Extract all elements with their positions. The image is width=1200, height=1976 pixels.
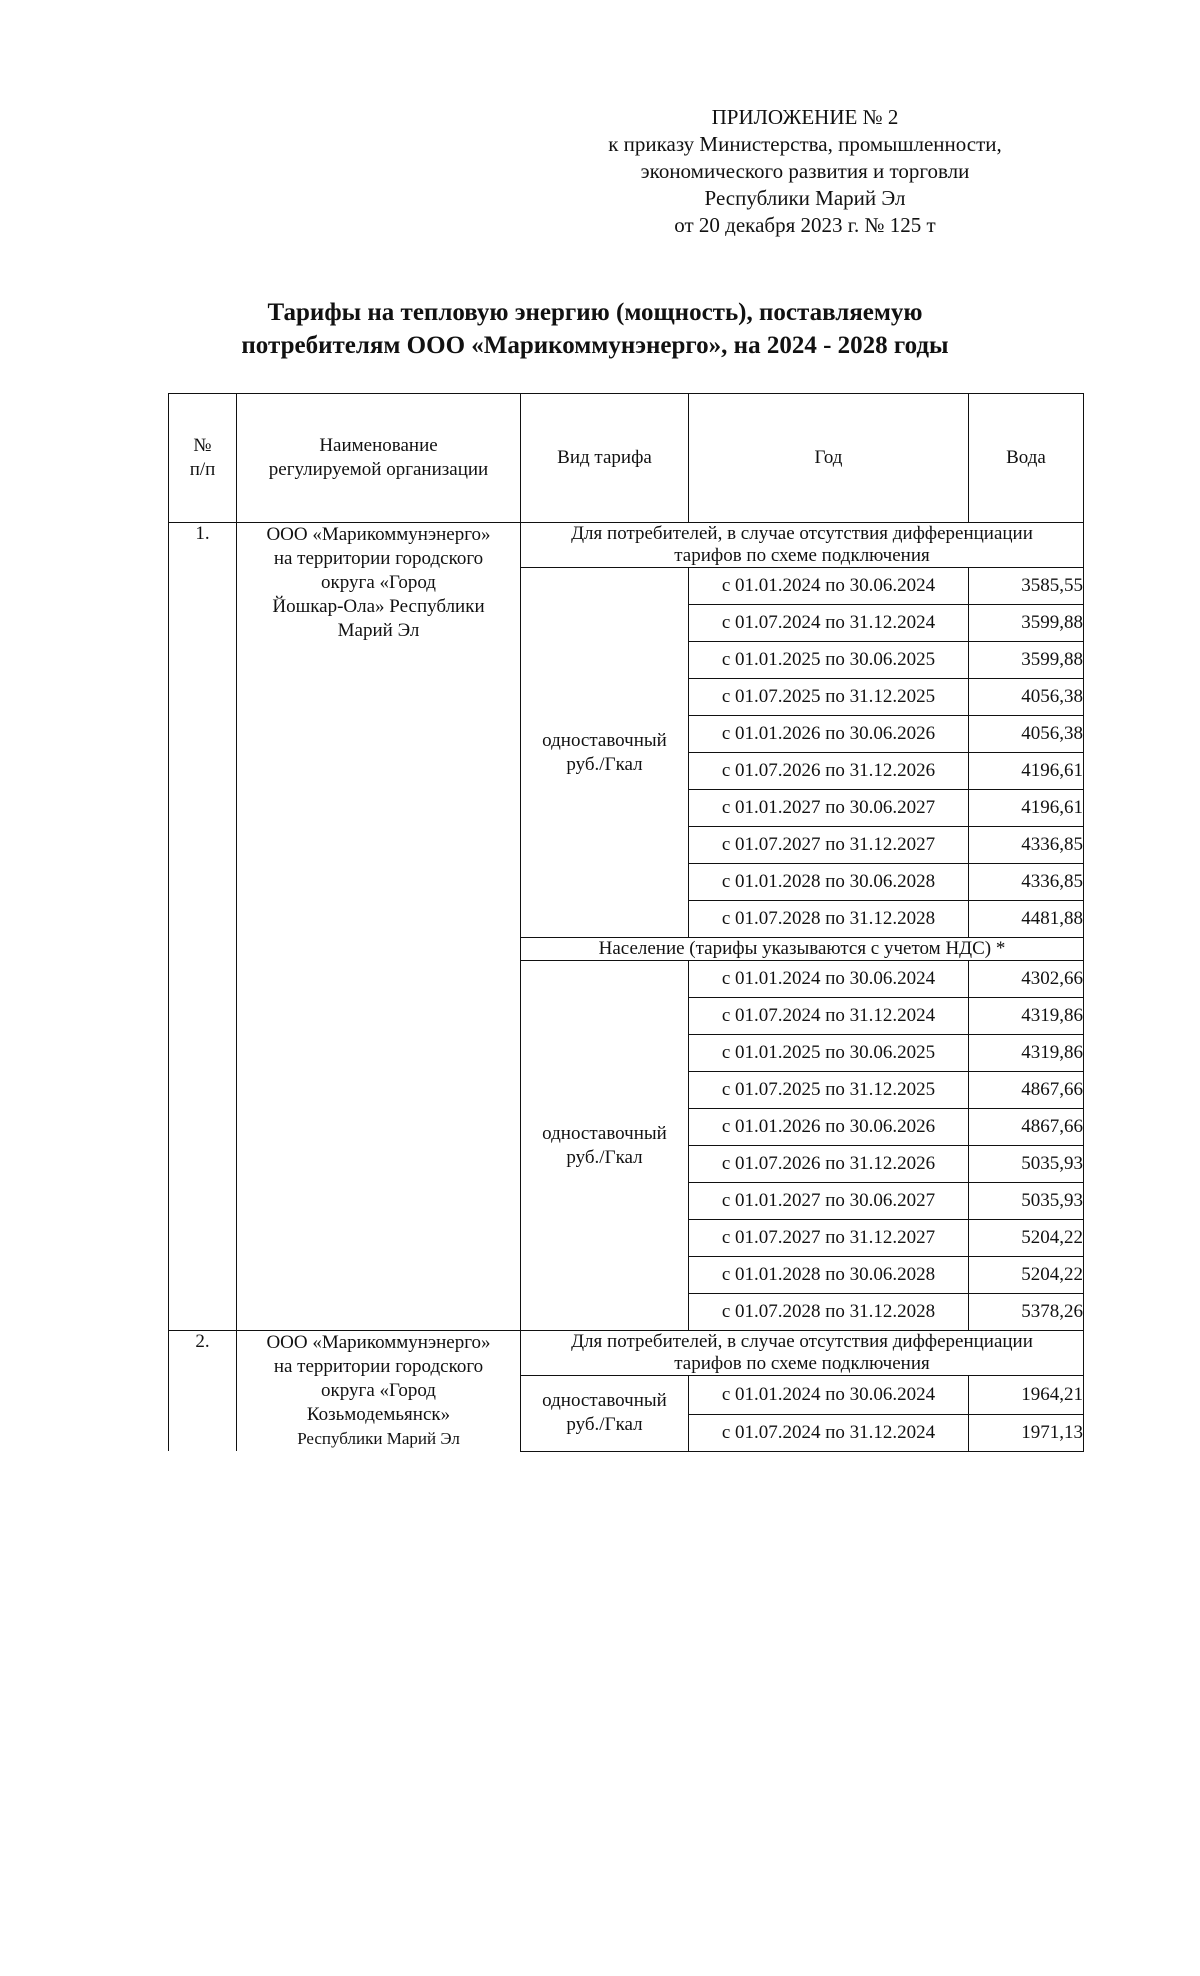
tariff-value-cell: 4196,61: [969, 790, 1084, 827]
org-name-line: округа «Город: [321, 572, 436, 593]
group-label: [521, 523, 1084, 568]
org-name-line: на территории городского: [273, 548, 484, 569]
appendix-line-2: экономического развития и торговли: [640, 159, 970, 183]
header-num-line-2: п/п: [189, 459, 216, 480]
period-cell: с 01.07.2025 по 31.12.2025: [689, 1072, 969, 1109]
header-org: [237, 394, 521, 523]
appendix-line-1: к приказу Министерства, промышленности,: [608, 132, 1002, 156]
tariff-value-cell: 3599,88: [969, 605, 1084, 642]
period-cell: с 01.01.2025 по 30.06.2025: [689, 1035, 969, 1072]
header-value: Вода: [969, 394, 1084, 523]
period-cell: с 01.01.2027 по 30.06.2027: [689, 790, 969, 827]
tariff-value-cell: 4336,85: [969, 864, 1084, 901]
period-cell: с 01.07.2028 по 31.12.2028: [689, 901, 969, 938]
appendix-header: [540, 104, 1070, 239]
period-cell: с 01.01.2028 по 30.06.2028: [689, 1257, 969, 1294]
tariff-value-cell: 4196,61: [969, 753, 1084, 790]
appendix-line-3: Республики Марий Эл: [704, 186, 906, 210]
tariff-type-line-1: одноставочный: [542, 729, 667, 751]
org-name-line: Козьмодемьянск»: [306, 1404, 451, 1425]
tariff-value-cell: 4867,66: [969, 1072, 1084, 1109]
tariff-value-cell: 4867,66: [969, 1109, 1084, 1146]
period-cell: с 01.07.2027 по 31.12.2027: [689, 827, 969, 864]
tariff-type: [521, 961, 689, 1331]
tariff-type-line-1: одноставочный: [542, 1390, 667, 1412]
group-label-line-1: Население (тарифы указываются с учетом НДС) *: [598, 938, 1006, 959]
period-cell: с 01.07.2027 по 31.12.2027: [689, 1220, 969, 1257]
period-cell: с 01.01.2026 по 30.06.2026: [689, 716, 969, 753]
tariff-value-cell: 4481,88: [969, 901, 1084, 938]
org-name-line: на территории городского: [273, 1356, 484, 1377]
group-label-row: [169, 523, 1084, 568]
period-cell: с 01.01.2025 по 30.06.2025: [689, 642, 969, 679]
tariff-type-line-2: руб./Гкал: [566, 753, 643, 775]
tariff-value-cell: 4056,38: [969, 716, 1084, 753]
org-name: [237, 1331, 521, 1452]
tariff-table: [168, 393, 1084, 1452]
tariff-type: [521, 568, 689, 938]
tariff-value-cell: 5204,22: [969, 1220, 1084, 1257]
group-label: [521, 1331, 1084, 1376]
org-name-line: ООО «Марикоммунэнерго»: [266, 524, 491, 545]
tariff-type: [521, 1376, 689, 1452]
period-cell: с 01.01.2024 по 30.06.2024: [689, 568, 969, 605]
document-title-line-2: потребителям ООО «Марикоммунэнерго», на 2024 - 2028 годы: [241, 332, 949, 359]
group-label-row: [169, 1331, 1084, 1376]
header-type: Вид тарифа: [521, 394, 689, 523]
table-header-row: [169, 394, 1084, 523]
tariff-value-cell: 5035,93: [969, 1183, 1084, 1220]
tariff-value-cell: 1964,21: [969, 1376, 1084, 1415]
document-title: [150, 296, 1040, 362]
period-cell: с 01.07.2024 по 31.12.2024: [689, 998, 969, 1035]
org-name-line: ООО «Марикоммунэнерго»: [266, 1332, 491, 1353]
tariff-type-line-2: руб./Гкал: [566, 1146, 643, 1168]
header-num-line-1: №: [193, 435, 212, 456]
period-cell: с 01.01.2028 по 30.06.2028: [689, 864, 969, 901]
tariff-value-cell: 5035,93: [969, 1146, 1084, 1183]
group-label-line-1: Для потребителей, в случае отсутствия дифференциации: [571, 523, 1033, 544]
period-cell: с 01.07.2026 по 31.12.2026: [689, 753, 969, 790]
tariff-value-cell: 4319,86: [969, 998, 1084, 1035]
table-body: [169, 523, 1084, 1452]
period-cell: с 01.01.2026 по 30.06.2026: [689, 1109, 969, 1146]
tariff-value-cell: 3585,55: [969, 568, 1084, 605]
tariff-type-line-1: одноставочный: [542, 1122, 667, 1144]
period-cell: с 01.07.2025 по 31.12.2025: [689, 679, 969, 716]
group-label-line-2: тарифов по схеме подключения: [674, 1353, 930, 1374]
tariff-value-cell: 3599,88: [969, 642, 1084, 679]
org-name-line: Марий Эл: [337, 620, 420, 641]
header-year: Год: [689, 394, 969, 523]
tariff-value-cell: 5378,26: [969, 1294, 1084, 1331]
org-number: 1.: [169, 523, 237, 1331]
header-org-line-2: регулируемой организации: [268, 459, 489, 480]
period-cell: с 01.01.2027 по 30.06.2027: [689, 1183, 969, 1220]
period-cell: с 01.01.2024 по 30.06.2024: [689, 1376, 969, 1415]
header-org-line-1: Наименование: [319, 435, 438, 456]
tariff-value-cell: 4302,66: [969, 961, 1084, 998]
org-name-line: Республики Марий Эл: [297, 1429, 460, 1448]
period-cell: с 01.01.2024 по 30.06.2024: [689, 961, 969, 998]
group-label-line-1: Для потребителей, в случае отсутствия дифференциации: [571, 1331, 1033, 1352]
document-title-line-1: Тарифы на тепловую энергию (мощность), поставляемую: [267, 299, 923, 326]
tariff-value-cell: 4319,86: [969, 1035, 1084, 1072]
tariff-value-cell: 5204,22: [969, 1257, 1084, 1294]
org-name-line: Йошкар-Ола» Республики: [272, 596, 485, 617]
header-num: [169, 394, 237, 523]
group-label: [521, 938, 1084, 961]
tariff-value-cell: 1971,13: [969, 1414, 1084, 1451]
tariff-type-line-2: руб./Гкал: [566, 1414, 643, 1436]
period-cell: с 01.07.2024 по 31.12.2024: [689, 605, 969, 642]
tariff-value-cell: 4056,38: [969, 679, 1084, 716]
org-number: 2.: [169, 1331, 237, 1452]
appendix-line-4: от 20 декабря 2023 г. № 125 т: [674, 213, 936, 237]
org-name: [237, 523, 521, 1331]
tariff-value-cell: 4336,85: [969, 827, 1084, 864]
group-label-line-2: тарифов по схеме подключения: [674, 545, 930, 566]
period-cell: с 01.07.2024 по 31.12.2024: [689, 1414, 969, 1451]
appendix-number: ПРИЛОЖЕНИЕ № 2: [711, 105, 899, 129]
period-cell: с 01.07.2026 по 31.12.2026: [689, 1146, 969, 1183]
period-cell: с 01.07.2028 по 31.12.2028: [689, 1294, 969, 1331]
org-name-line: округа «Город: [321, 1380, 436, 1401]
